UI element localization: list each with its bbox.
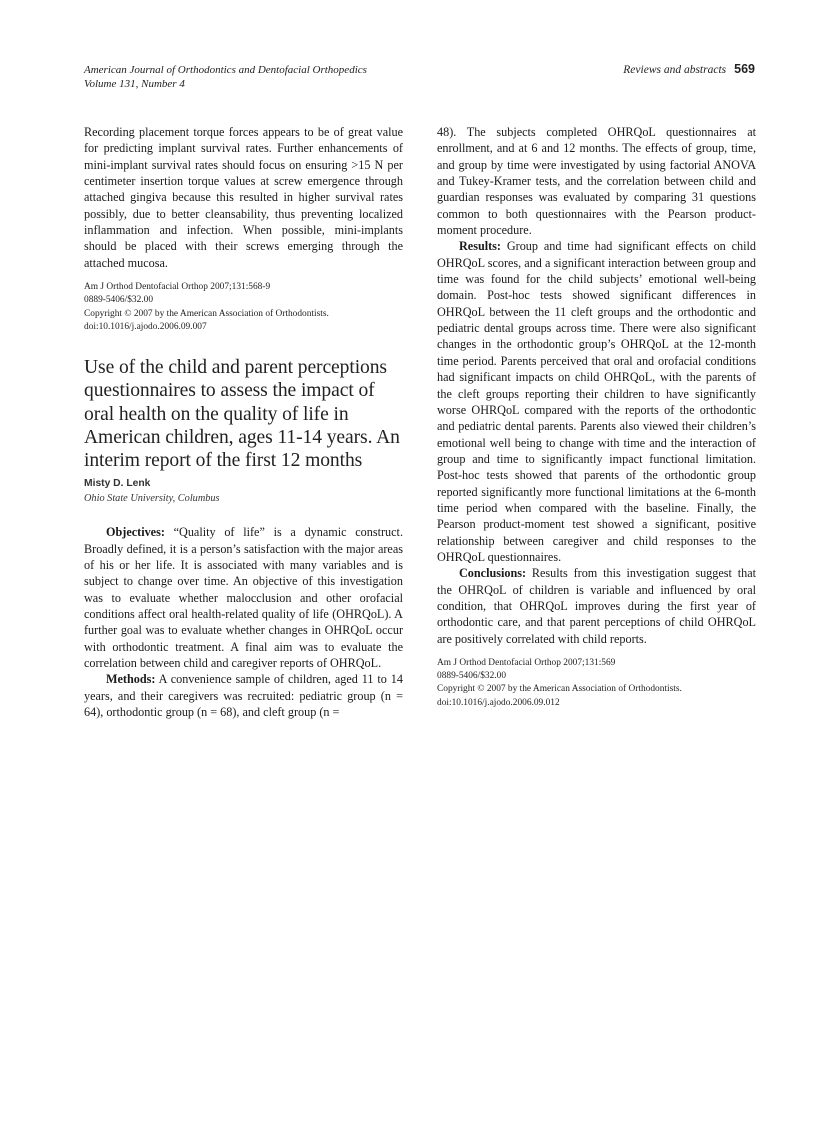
- article-affiliation: Ohio State University, Columbus: [84, 493, 220, 505]
- citation-copyright: Copyright © 2007 by the American Association of Orthodontists.: [437, 684, 682, 695]
- objectives-label: Objectives:: [106, 525, 165, 540]
- right-column: [437, 124, 756, 710]
- methods-continuation: 48). The subjects completed OHRQoL questionnaires at enrollment, and at 6 and 12 months. The effects of group, time, and group by time were investigated by using factorial ANOVA and Tukey-Kramer tests, and the correlation between child and guardian responses was evaluated by comparing 31 questions common to both questionnaires with the Pearson product-moment procedure.: [437, 125, 756, 238]
- citation-copyright: Copyright © 2007 by the American Association of Orthodontists.: [84, 308, 329, 319]
- citation-issn: 0889-5406/$32.00: [437, 671, 507, 682]
- citation-doi[interactable]: doi:10.1016/j.ajodo.2006.09.007: [84, 321, 207, 332]
- running-header-left: [84, 63, 367, 91]
- citation-doi[interactable]: doi:10.1016/j.ajodo.2006.09.012: [437, 697, 560, 708]
- methods-label: Methods:: [106, 672, 156, 687]
- citation-reference: Am J Orthod Dentofacial Orthop 2007;131:569: [437, 658, 616, 668]
- citation-issn: 0889-5406/$32.00: [84, 295, 154, 306]
- objectives-paragraph: [84, 524, 403, 671]
- left-column: [84, 124, 403, 721]
- results-paragraph: [437, 238, 756, 565]
- methods-text-left: A convenience sample of children, aged 11 to 14 years, and their caregivers was recruited: pediatric group (n = 64), orthodontic group (n = 68), and cleft group (n =: [84, 672, 403, 720]
- running-header-right: [623, 62, 755, 77]
- citation-reference: Am J Orthod Dentofacial Orthop 2007;131:568-9: [84, 282, 271, 293]
- results-label: Results:: [459, 239, 501, 254]
- conclusions-label: Conclusions:: [459, 566, 527, 581]
- methods-paragraph: [84, 671, 403, 720]
- previous-abstract-citation: [84, 281, 403, 334]
- conclusions-text: Results from this investigation suggest that the OHRQoL of children is variable and influenced by oral condition, that OHRQoL improves during the first year of orthodontic care, and that parent perceptions of child OHRQoL are positively correlated with child reports.: [437, 566, 756, 646]
- results-text: Group and time had significant effects on child OHRQoL scores, and a significant interaction between group and time was found for the child subjects’ emotional well-being domain. Post-hoc tests showed significant differences in OHRQoL between the 11 cleft groups and the orthodontic and pediatric dental groups across time. There were also significant changes in the orthodontic group’s OHRQoL at the 12-month time period. Parents perceived that oral and orofacial conditions had significant impacts on child OHRQoL, with the parents of the cleft groups reporting their children to have significantly worse OHRQoL compared with the reports of the orthodontic and pediatric dental parents. Parents also viewed their children’s emotional well being to change with time and the interaction of group and time to significantly impact functional limitation. Post-hoc tests showed that parents of the orthodontic group reported significantly more functional limitations at the 6-month time period when compared with the baseline. Finally, the Pearson product-moment test showed a significant, positive relationship between caregiver and child responses to the OHRQoL questionnaires.: [437, 239, 756, 564]
- journal-name: American Journal of Orthodontics and Dentofacial Orthopedics: [84, 64, 367, 76]
- article-citation: [437, 657, 756, 710]
- volume-issue: Volume 131, Number 4: [84, 78, 185, 90]
- objectives-text: “Quality of life” is a dynamic construct. Broadly defined, it is a person’s satisfaction with the major areas of his or her life. It is associated with many variables and is subject to change over time. An objective of this investigation was to evaluate whether malocclusion and other orofacial conditions affect oral health-related quality of life (OHRQoL). A further goal was to evaluate whether changes in OHRQoL occur with orthodontic treatment. A final aim was to evaluate the correlation between child and caregiver reports of OHRQoL.: [84, 525, 403, 671]
- article-title: Use of the child and parent perceptions questionnaires to assess the impact of oral health on the quality of life in American children, ages 11-14 years. An interim report of the first 12 months: [84, 356, 400, 472]
- section-name: Reviews and abstracts: [623, 64, 727, 76]
- conclusions-paragraph: [437, 565, 756, 647]
- previous-abstract-closing: Recording placement torque forces appears to be of great value for predicting implant survival rates. Further enhancements of mini-implant survival rates should focus on ensuring >15 N per centimeter insertion torque values at screw emergence through attached gingiva because this resulted in higher survival rates possibly, due to better cleansability, thus preventing localized inflammation and infection. When possible, mini-implants should be placed with their screws emerging through the attached mucosa.: [84, 125, 403, 270]
- page-number: 569: [734, 62, 755, 76]
- article-author: Misty D. Lenk: [84, 478, 151, 490]
